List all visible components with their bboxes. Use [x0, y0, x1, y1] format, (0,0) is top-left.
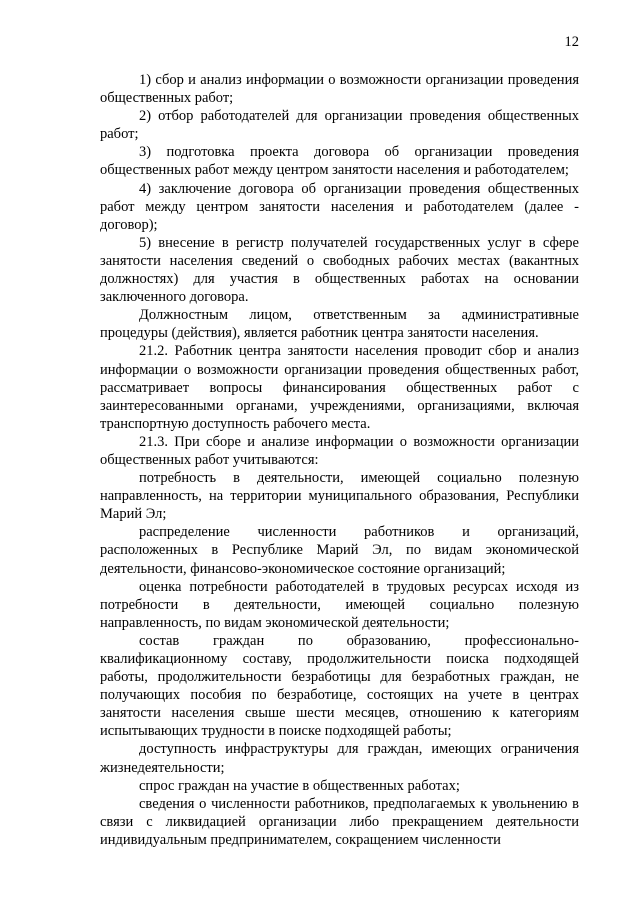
document-body — [100, 71, 579, 849]
list-item-layoffs: сведения о численности работников, предполагаемых к увольнению в связи с ликвидацией организации либо прекращением деятельности индивидуальным предпринимателем, сокращением численности — [100, 795, 579, 848]
page-number: 12 — [564, 34, 579, 50]
paragraph-step-1: 1) сбор и анализ информации о возможности организации проведения общественных работ; — [100, 72, 579, 107]
list-item-demand: спрос граждан на участие в общественных работах; — [139, 777, 460, 794]
list-item-distribution: распределение численности работников и организаций, расположенных в Республике Марий Эл, по видам экономической деятельности, финансово-экономическое состояние организаций; — [100, 524, 579, 577]
list-item-citizen-composition: состав граждан по образованию, профессионально-квалификационному составу, продолжительности поиска подходящей работы, продолжительности безработицы для безработных граждан, не получающих пособия по безработице, состоящих на учете в центрах занятости населения свыше шести месяцев, отношению к категориям испытывающих трудности в поиске подходящей работы; — [100, 632, 579, 740]
paragraph-responsible-official: Должностным лицом, ответственным за административные процедуры (действия), является работник центра занятости населения. — [100, 307, 579, 342]
list-item-accessibility: доступность инфраструктуры для граждан, имеющих ограничения жизнедеятельности; — [100, 741, 579, 776]
paragraph-step-5: 5) внесение в регистр получателей государственных услуг в сфере занятости населения сведений о свободных рабочих местах (вакантных должностях) для участия в общественных работах на основании заключенного договора. — [100, 234, 579, 306]
list-item-social-need: потребность в деятельности, имеющей социально полезную направленность, на территории муниципального образования, Республики Марий Эл; — [100, 470, 579, 523]
list-item-employer-needs: оценка потребности работодателей в трудовых ресурсах исходя из потребности в деятельности, имеющей социально полезную направленность, по видам экономической деятельности; — [100, 578, 579, 631]
paragraph-step-2: 2) отбор работодателей для организации проведения общественных работ; — [100, 108, 579, 143]
paragraph-21-3: 21.3. При сборе и анализе информации о возможности организации общественных работ учитываются: — [100, 433, 579, 468]
paragraph-21-2: 21.2. Работник центра занятости населения проводит сбор и анализ информации о возможности организации проведения общественных работ, рассматривает вопросы финансирования общественных работ с заинтересованными органами, учреждениями, организациями, включая транспортную доступность рабочего места. — [100, 343, 579, 432]
paragraph-step-3: 3) подготовка проекта договора об организации проведения общественных работ между центром занятости населения и работодателем; — [100, 144, 579, 179]
paragraph-step-4: 4) заключение договора об организации проведения общественных работ между центром занятости населения и работодателем (далее - договор); — [100, 180, 579, 233]
